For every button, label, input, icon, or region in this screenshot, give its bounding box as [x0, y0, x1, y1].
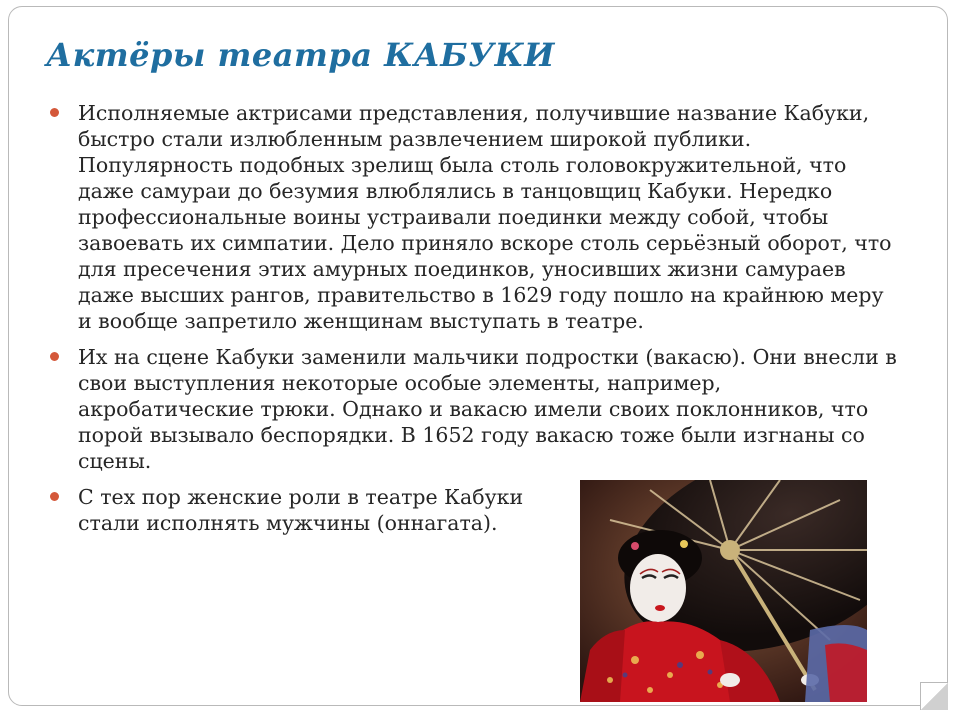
kabuki-actor-image: [580, 480, 867, 702]
bullet-item: [50, 100, 900, 334]
bullet-text: Исполняемые актрисами представления, получившие название Кабуки, быстро стали излюбленным развлечением широкой публики. Популярность подобных зрелищ была столь головокружительной, что даже самураи до безумия влюблялись в танцовщиц Кабуки. Нередко профессиональные воины устраивали поединки между собой, чтобы завоевать их симпатии. Дело приняло вскоре столь серьёзный оборот, что для пресечения этих амурных поединков, уносивших жизни самураев даже высших рангов, правительство в 1629 году пошло на крайнюю меру и вообще запретило женщинам выступать в театре.: [78, 101, 892, 333]
bullet-text: Их на сцене Кабуки заменили мальчики подростки (вакасю). Они внесли в свои выступления некоторые особые элементы, например, акробатические трюки. Однако и вакасю имели своих поклонников, что порой вызывало беспорядки. В 1652 году вакасю тоже были изгнаны со сцены.: [78, 345, 897, 473]
bullet-dot-icon: [50, 108, 59, 117]
bullet-item: [50, 344, 900, 474]
slide-title: Актёры театра КАБУКИ: [46, 36, 555, 74]
bullet-dot-icon: [50, 352, 59, 361]
page-curl-corner: [920, 682, 948, 710]
bullet-dot-icon: [50, 492, 59, 501]
kabuki-actor-photo: [580, 480, 867, 702]
bullet-text: С тех пор женские роли в театре Кабуки стали исполнять мужчины (оннагата).: [78, 485, 524, 535]
